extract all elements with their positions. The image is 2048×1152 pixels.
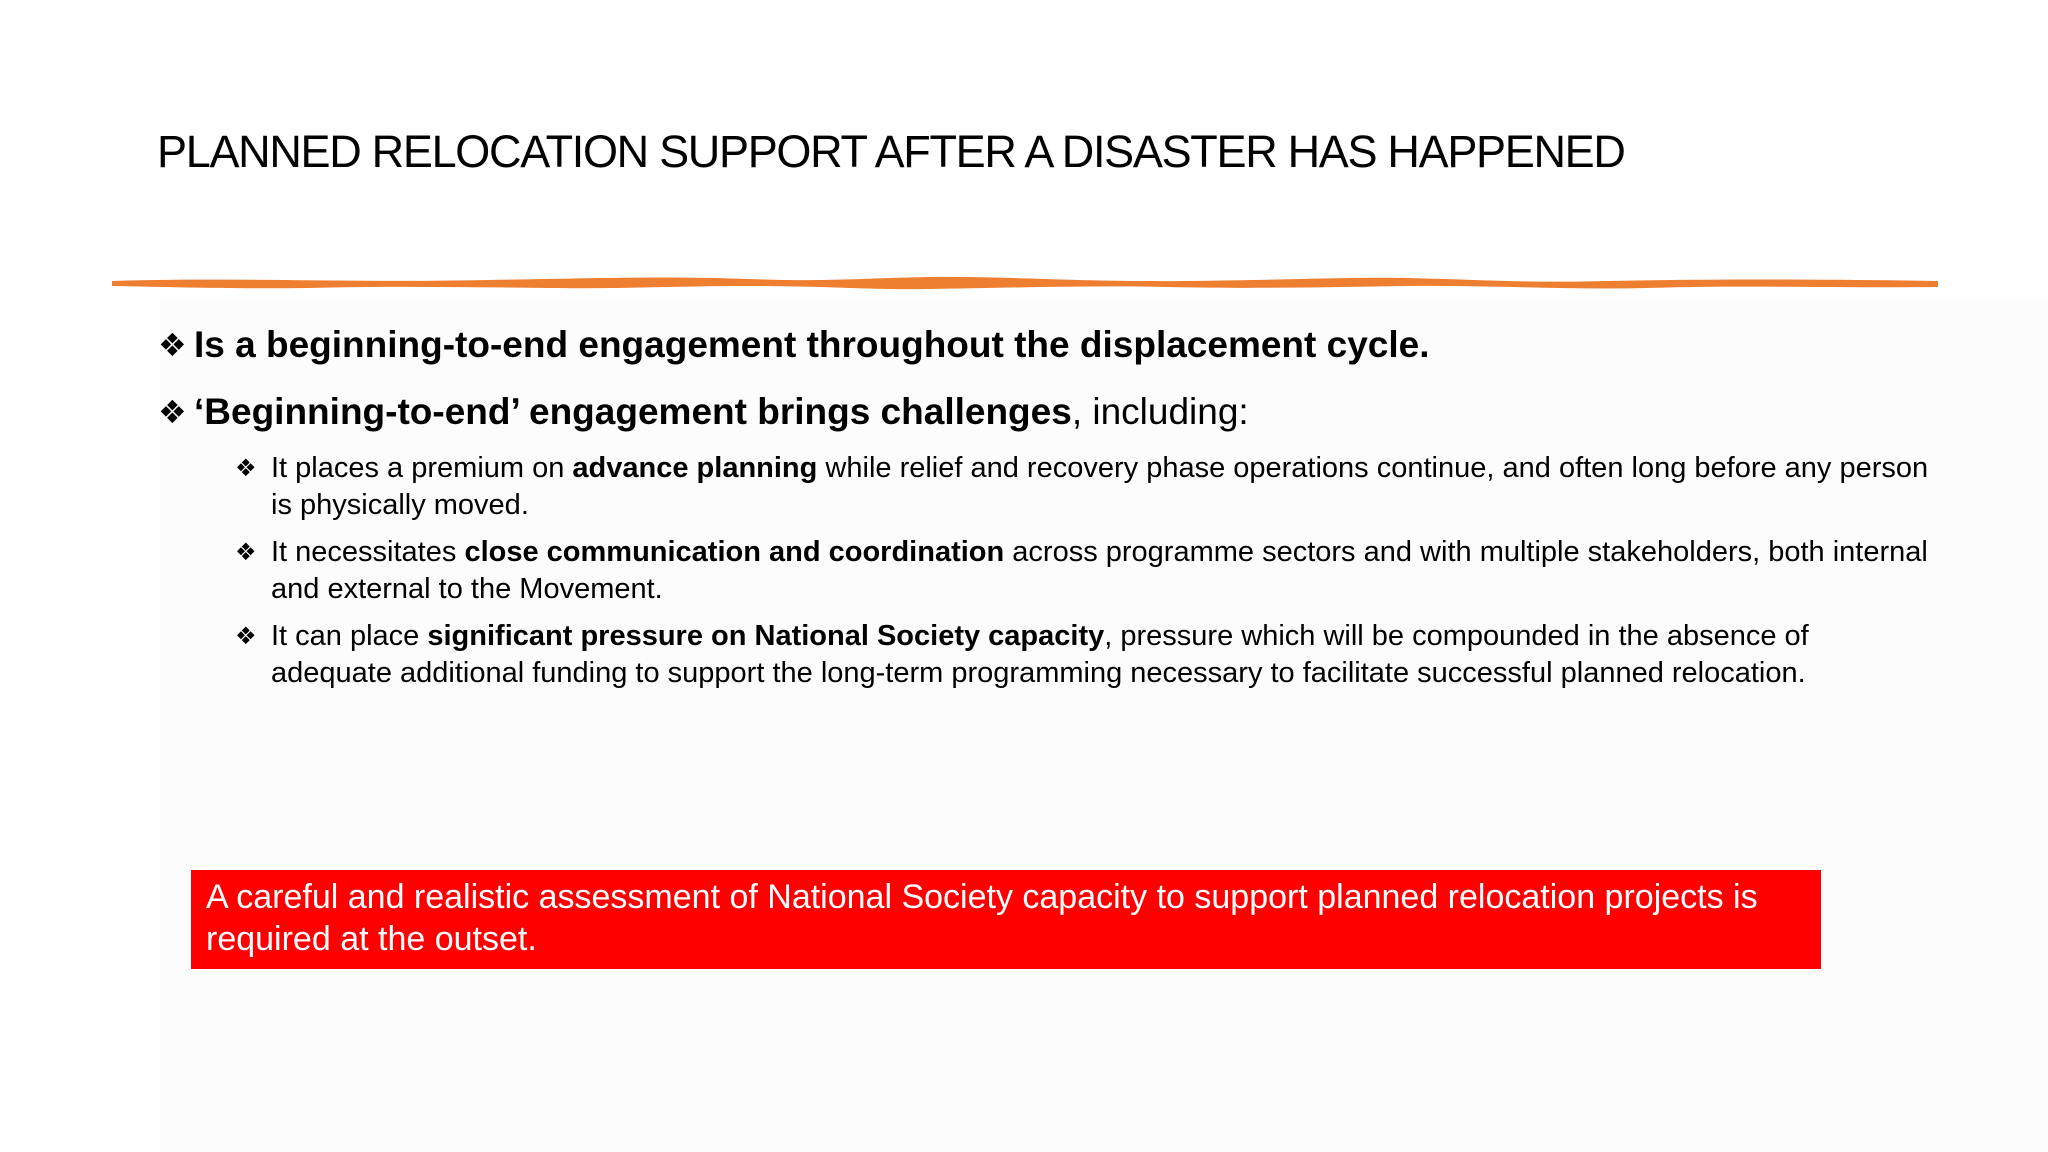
callout-box [191, 870, 1821, 969]
sub-bullet-list [235, 450, 1929, 692]
sub-bullet-3-bold: significant pressure on National Society capacity [427, 620, 1105, 652]
sub-bullet-3-post: , pressure which will be compounded in the absence of adequate additional funding to support the long-term programming necessary to facilitate successful planned relocation. [271, 620, 1809, 689]
four-diamond-bullet-icon: ❖ [235, 455, 257, 482]
sub-bullet-2-post: across programme sectors and with multiple stakeholders, both internal and external to the Movement. [271, 536, 1928, 605]
sub-bullet-1-pre: It places a premium on [271, 452, 573, 484]
four-diamond-bullet-icon: ❖ [235, 539, 257, 566]
four-diamond-bullet-icon: ❖ [158, 394, 187, 430]
four-diamond-bullet-icon: ❖ [158, 327, 187, 363]
sub-bullet-item-3 [235, 618, 1931, 692]
bullet-1-bold: Is a beginning-to-end engagement throughout the displacement cycle. [194, 324, 1430, 365]
callout-text: A careful and realistic assessment of National Society capacity to support planned relocation projects is required at the outset. [206, 878, 1758, 958]
bullet-2-rest: , including: [1071, 391, 1249, 432]
four-diamond-bullet-icon: ❖ [235, 623, 257, 650]
sub-bullet-1-post: while relief and recovery phase operations continue, and often long before any person is physically moved. [271, 452, 1929, 521]
bullet-list [158, 322, 1929, 702]
slide-title: PLANNED RELOCATION SUPPORT AFTER A DISASTER HAS HAPPENED [157, 126, 1625, 177]
sub-bullet-item-2 [235, 534, 1931, 608]
sub-bullet-item-1 [235, 450, 1931, 524]
bullet-item-2 [158, 389, 1918, 435]
sub-bullet-3-pre: It can place [271, 620, 428, 652]
sub-bullet-2-pre: It necessitates [271, 536, 465, 568]
sub-bullet-1-bold: advance planning [572, 452, 818, 484]
brush-stroke-path [112, 277, 1938, 289]
bullet-item-1 [158, 322, 1918, 368]
sub-bullet-2-bold: close communication and coordination [464, 536, 1005, 568]
bullet-2-bold: ‘Beginning-to-end’ engagement brings challenges [194, 391, 1072, 432]
brush-stroke-divider [108, 271, 1942, 293]
